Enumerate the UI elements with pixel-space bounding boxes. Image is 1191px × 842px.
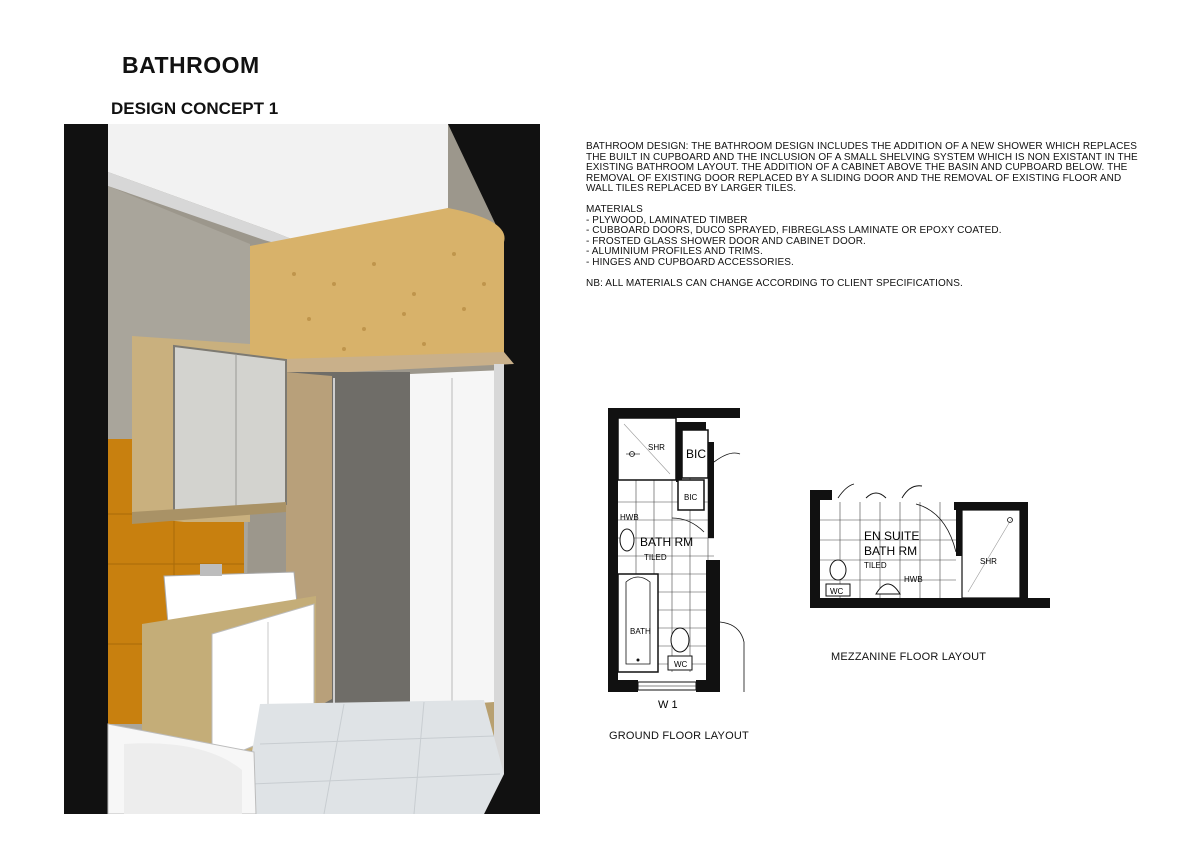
materials-note: NB: ALL MATERIALS CAN CHANGE ACCORDING TO CLIENT SPECIFICATIONS. [586,277,963,289]
description-intro: BATHROOM DESIGN: THE BATHROOM DESIGN INCLUDES THE ADDITION OF A NEW SHOWER WHICH REPLACES THE BUILT IN CUPBOARD AND THE INCLUSION OF A SMALL SHELVING SYSTEM WHICH IS NON EXISTANT IN THE EXISTING BATHROOM LAYOUT. THE ADDITION OF A CABINET ABOVE THE BASIN AND CUPBOARD BELOW. THE REMOVAL OF EXISTING DOOR REPLACED BY A SLIDING DOOR AND THE REMOVAL OF EXISTING FLOOR AND WALL TILES REPLACED BY LARGER TILES. [586,141,1138,195]
label-hwb: HWB [904,575,923,584]
materials-item: - PLYWOOD, LAMINATED TIMBER [586,214,748,226]
label-hwb: HWB [620,513,639,522]
label-tiled: TILED [864,561,887,570]
tall-cupboard [410,370,504,720]
materials-item: - CUBBOARD DOORS, DUCO SPRAYED, FIBREGLASS LAMINATE OR EPOXY COATED. [586,225,1002,237]
label-tiled: TILED [644,553,667,562]
label-bic-small: BIC [684,493,698,502]
materials-list [586,216,1146,269]
floor-tiles [244,700,504,814]
label-bath-rm: BATH RM [640,535,694,549]
frosted-cabinet-door [174,346,286,512]
label-bath: BATH [630,627,651,636]
materials-heading: MATERIALS [586,203,643,215]
materials-item: - ALUMINIUM PROFILES AND TRIMS. [586,246,763,258]
bathroom-render [64,124,540,814]
label-shr: SHR [980,557,997,566]
materials-item: - HINGES AND CUPBOARD ACCESSORIES. [586,256,794,268]
page-title: BATHROOM [122,52,260,78]
label-wc: WC [674,660,688,669]
label-bath-rm: BATH RM [864,544,918,558]
design-description [586,142,1146,299]
mezzanine-shower [962,510,1020,598]
mezzanine-floor-plan [806,482,1056,612]
label-shr: SHR [648,443,665,452]
page-subtitle: DESIGN CONCEPT 1 [111,99,279,118]
materials-item: - FROSTED GLASS SHOWER DOOR AND CABINET DOOR. [586,235,866,247]
label-window: W 1 [658,699,678,711]
ground-floor-caption: GROUND FLOOR LAYOUT [609,730,749,742]
ground-floor-plan [600,402,750,712]
label-en-suite: EN SUITE [864,529,920,543]
label-bic-large: BIC [686,447,707,461]
label-wc: WC [830,587,844,596]
mezzanine-caption: MEZZANINE FLOOR LAYOUT [831,651,987,663]
